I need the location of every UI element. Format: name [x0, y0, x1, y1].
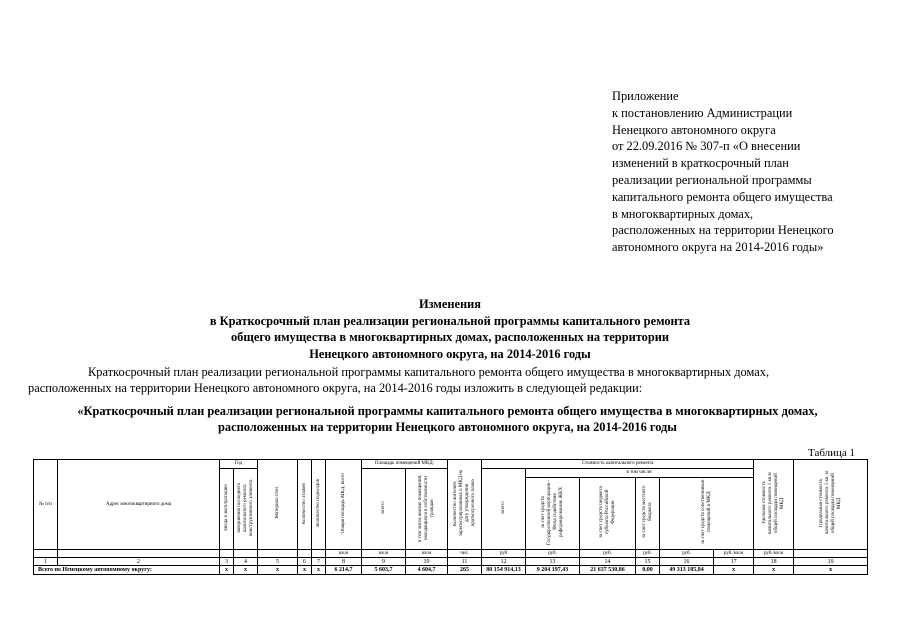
header-limit-cost: [794, 460, 868, 550]
total-floors: х: [298, 566, 312, 575]
table-label: Таблица 1: [808, 447, 856, 459]
title-line: Изменения: [418, 297, 481, 311]
unit-cell: [234, 550, 258, 558]
document-title: [150, 296, 750, 362]
paragraph-line: Краткосрочный план реализации региональной программы капитального ремонта общего имущества в многоквартирных домах,: [88, 365, 770, 379]
column-number: 6: [298, 558, 312, 566]
header-unit-cost: [754, 460, 794, 550]
appendix-line: капитального ремонта общего имущества: [612, 189, 833, 204]
header-cost-local-text: за счет средств местного бюджета: [641, 485, 653, 539]
column-number: 3: [220, 558, 234, 566]
appendix-line: в многоквартирных домах,: [612, 206, 754, 221]
column-number: 12: [482, 558, 526, 566]
unit-cell: чел.: [448, 550, 482, 558]
header-cost-owners-text: за счет средств собственников помещений в МКД: [700, 479, 712, 545]
header-cost-fund-text: за счет средств Государственной корпорации - Фонд содействия реформированию ЖКХ: [540, 479, 564, 545]
header-limit-cost-text: Предельная стоимость капитального ремонта 1 кв. м общей площади помещений МКД: [818, 471, 842, 535]
total-entrances: х: [312, 566, 326, 575]
unit-cell: кв.м: [406, 550, 448, 558]
column-number: 17: [714, 558, 754, 566]
unit-cell: руб./кв.м: [754, 550, 794, 558]
header-entrances: [312, 460, 326, 550]
header-year-commission-text: ввода в эксплуатацию: [223, 484, 229, 531]
plan-heading-line: расположенных на территории Ненецкого автономного округа, на 2014-2016 годы: [218, 419, 677, 434]
plan-heading-line: «Краткосрочный план реализации региональной программы капитального ремонта общего имущества в многоквартирных домах,: [77, 404, 818, 418]
total-residents: 265: [448, 566, 482, 575]
header-premises-private: [406, 469, 448, 550]
appendix-line: к постановлению Администрации: [612, 105, 793, 120]
header-floors: [298, 460, 312, 550]
header-address: Адрес многоквартирного дома: [58, 460, 220, 550]
repair-plan-table: [33, 459, 868, 575]
total-year-last-repair: х: [234, 566, 258, 575]
header-repair-cost: Стоимость капитального ремонта: [482, 460, 754, 469]
header-cost-fund: [526, 478, 580, 550]
header-wall-material-text: Материал стен: [274, 487, 280, 519]
total-cost-local: 0,00: [636, 566, 660, 575]
unit-cell: руб./кв.м: [714, 550, 754, 558]
header-cost-total-text: всего:: [500, 501, 506, 514]
header-year: Год: [220, 460, 258, 469]
column-number: 9: [362, 558, 406, 566]
column-number: 18: [754, 558, 794, 566]
header-premises-total: [362, 469, 406, 550]
header-year-last-repair: [234, 469, 258, 550]
column-number: 15: [636, 558, 660, 566]
column-number: 2: [58, 558, 220, 566]
column-number: 8: [326, 558, 362, 566]
column-number: 5: [258, 558, 298, 566]
header-year-commission: [220, 469, 234, 550]
appendix-line: автономного округа на 2014-2016 годы»: [612, 240, 824, 255]
unit-cell: [298, 550, 312, 558]
header-cost-total: [482, 469, 526, 550]
unit-cell: кв.м: [326, 550, 362, 558]
total-premises: 5 603,7: [362, 566, 406, 575]
header-total-area: [326, 460, 362, 550]
total-completion-date: х: [794, 566, 868, 575]
total-cost-region: 21 637 530,86: [580, 566, 636, 575]
column-number: 10: [406, 558, 448, 566]
column-number: 1: [34, 558, 58, 566]
header-residents-text: Количество жителей, зарегистрированных в МКД на дату утверждения краткосрочного плана: [452, 469, 476, 537]
column-number: 13: [526, 558, 580, 566]
appendix-line: изменений в краткосрочный план: [612, 156, 789, 171]
plan-heading: [20, 404, 875, 435]
header-premises-total-text: всего:: [380, 501, 386, 514]
header-premises-area: Площадь помещений МКД:: [362, 460, 448, 469]
header-floors-text: Количество этажей: [301, 482, 307, 524]
header-cost-region: [580, 478, 636, 550]
title-line: в Краткосрочный план реализации региональной программы капитального ремонта: [209, 313, 691, 328]
column-number: 11: [448, 558, 482, 566]
appendix-line: Приложение: [612, 89, 679, 103]
unit-cell: руб.: [636, 550, 660, 558]
total-unit-cost: х: [714, 566, 754, 575]
appendix-line: Ненецкого автономного округа: [612, 122, 776, 137]
header-premises-private-text: в том числе жилых помещений, находящихся в собственности граждан: [417, 473, 435, 542]
unit-cell: [258, 550, 298, 558]
appendix-line: реализации региональной программы: [612, 172, 812, 187]
unit-cell: руб: [482, 550, 526, 558]
total-cost-owners: 49 313 185,84: [660, 566, 714, 575]
unit-cell: руб.: [660, 550, 714, 558]
unit-cell: руб.: [580, 550, 636, 558]
column-number: 4: [234, 558, 258, 566]
unit-cell: руб.: [526, 550, 580, 558]
unit-cell: [34, 550, 58, 558]
unit-cell: [312, 550, 326, 558]
total-cost: 80 154 914,13: [482, 566, 526, 575]
unit-cell: [58, 550, 220, 558]
total-cost-fund: 9 204 197,43: [526, 566, 580, 575]
total-wall-material: х: [258, 566, 298, 575]
total-row: [34, 566, 868, 575]
title-line: общего имущества в многоквартирных домах, расположенных на территории: [230, 330, 670, 344]
appendix-block: [612, 88, 872, 256]
title-line: Ненецкого автономного округа, на 2014-2016 годы: [309, 346, 591, 361]
header-cost-owners: [660, 478, 754, 550]
total-year-commission: х: [220, 566, 234, 575]
unit-cell: [220, 550, 234, 558]
body-paragraph: [23, 365, 873, 396]
header-residents: [448, 460, 482, 550]
total-premises-private: 4 604,7: [406, 566, 448, 575]
column-number: 14: [580, 558, 636, 566]
paragraph-line: расположенных на территории Ненецкого автономного округа, на 2014-2016 годы изложить в следующей редакции:: [28, 380, 643, 395]
column-number: 19: [794, 558, 868, 566]
appendix-line: расположенных на территории Ненецкого: [612, 223, 834, 238]
header-unit-cost-text: Удельная стоимость капитального ремонта 1 кв.м общей площади помещений МКД: [761, 472, 785, 534]
column-number: 7: [312, 558, 326, 566]
column-number: 16: [660, 558, 714, 566]
total-area: 6 214,7: [326, 566, 362, 575]
appendix-line: от 22.09.2016 № 307-п «О внесении: [612, 139, 801, 154]
total-label: Всего по Ненецкому автономному округу:: [34, 566, 220, 575]
unit-cell: кв.м: [362, 550, 406, 558]
total-limit-cost: х: [754, 566, 794, 575]
header-wall-material: [258, 460, 298, 550]
header-including: в том числе:: [526, 469, 754, 478]
header-entrances-text: Количество подъездов: [315, 479, 321, 527]
header-num: № п/п: [34, 460, 58, 550]
header-year-last-repair-text: завершения последнего капитального ремонта конструктивного элемента: [236, 479, 254, 536]
header-total-area-text: Общая площадь МКД, всего: [340, 472, 346, 534]
header-cost-local: [636, 478, 660, 550]
header-cost-region-text: за счет средств бюджета субъекта Российской Федерации: [598, 486, 616, 538]
